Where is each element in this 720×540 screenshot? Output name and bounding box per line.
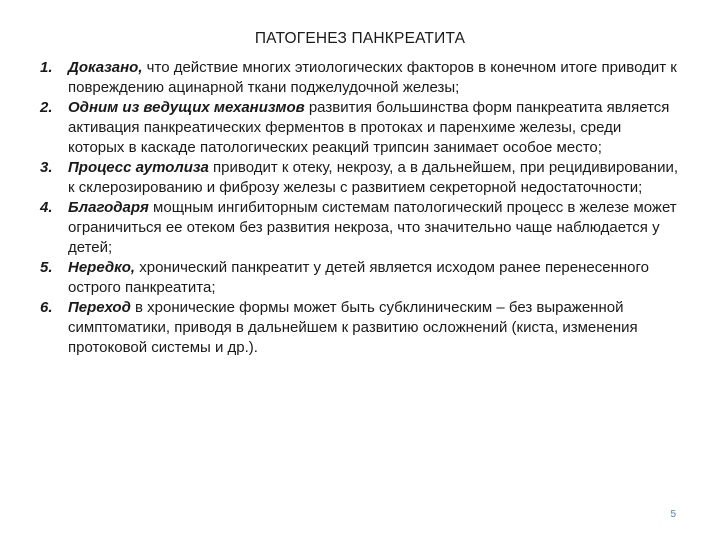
item-number: 2. (40, 99, 53, 116)
item-number: 4. (40, 199, 53, 216)
item-number: 3. (40, 159, 53, 176)
list-item (40, 298, 680, 358)
item-lead: Одним из ведущих механизмов (68, 99, 305, 116)
item-lead: Доказано, (68, 59, 143, 76)
item-number: 6. (40, 299, 53, 316)
item-text: хронический панкреатит у детей является исходом ранее перенесенного острого панкреатита; (68, 259, 649, 296)
item-text: приводит к отеку, некрозу, а в дальнейшем, при рецидивировании, к склерозированию и фиброзу железы с развитием секреторной недостаточности; (68, 159, 678, 196)
item-number: 1. (40, 59, 53, 76)
item-lead: Благодаря (68, 199, 149, 216)
item-text: развития большинства форм панкреатита является активация панкреатических ферментов в протоках и паренхиме железы, среди которых в каскаде патологических реакций трипсин занимает особое место; (68, 99, 670, 156)
item-number: 5. (40, 259, 53, 276)
list-item (40, 158, 680, 198)
slide-title: ПАТОГЕНЕЗ ПАНКРЕАТИТА (254, 30, 466, 47)
list-item (40, 198, 680, 258)
item-text: в хронические формы может быть субклиническим – без выраженной симптоматики, приводя в дальнейшем к развитию осложнений (киста, изменения протоковой системы и др.). (68, 299, 638, 356)
item-lead: Процесс аутолиза (68, 159, 209, 176)
item-text: мощным ингибиторным системам патологический процесс в железе может ограничиться ее отеком без развития некроза, что значительно чаще наблюдается у детей; (68, 199, 677, 256)
list-item (40, 98, 680, 158)
pathogenesis-list (40, 58, 680, 358)
list-item (40, 58, 680, 98)
page-number: 5 (670, 509, 676, 520)
list-item (40, 258, 680, 298)
item-text: что действие многих этиологических факторов в конечном итоге приводит к повреждению ацинарной ткани поджелудочной железы; (68, 59, 677, 96)
item-lead: Переход (68, 299, 131, 316)
item-lead: Нередко, (68, 259, 136, 276)
